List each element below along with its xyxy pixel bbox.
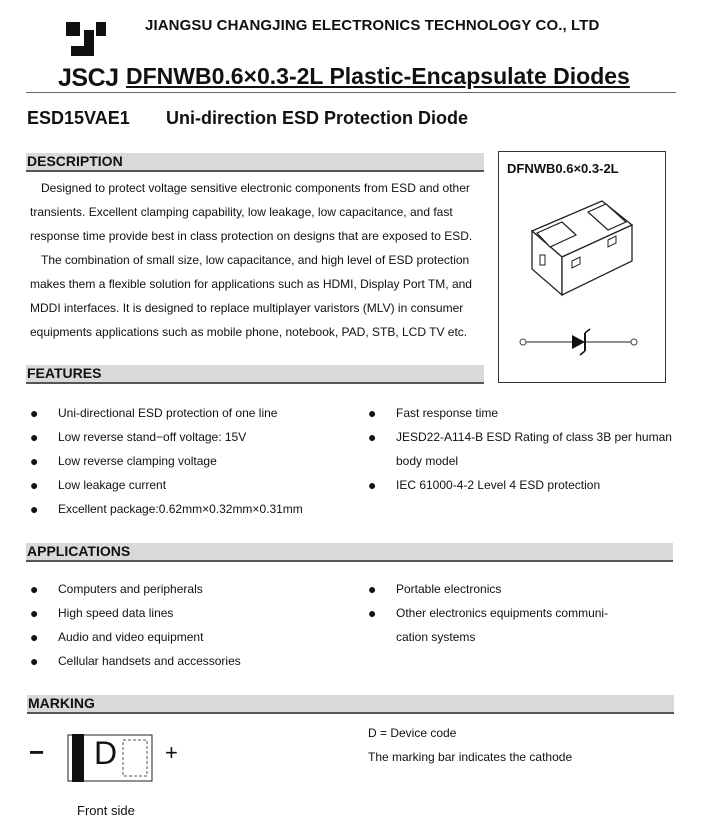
section-heading-marking: MARKING xyxy=(27,695,674,714)
zener-diode-symbol-icon xyxy=(515,328,645,356)
list-item-text: Low reverse stand−off voltage: 15V xyxy=(58,430,247,444)
list-item xyxy=(30,473,350,497)
package-label: DFNWB0.6×0.3-2L xyxy=(507,161,619,176)
bullet-icon: ● xyxy=(368,581,377,597)
list-item-text: Uni-directional ESD protection of one line xyxy=(58,406,278,420)
bullet-icon: ● xyxy=(30,453,39,469)
list-item xyxy=(30,497,350,521)
list-item-text: Low reverse clamping voltage xyxy=(58,454,217,468)
device-code-note: D = Device code xyxy=(368,726,457,740)
bullet-icon: ● xyxy=(368,477,377,493)
cathode-note: The marking bar indicates the cathode xyxy=(368,750,573,764)
list-item-text: Low leakage current xyxy=(58,478,167,492)
bullet-icon: ● xyxy=(30,653,39,669)
features-left-list xyxy=(30,401,350,521)
part-description: Uni-direction ESD Protection Diode xyxy=(166,108,469,128)
plus-sign: + xyxy=(165,740,178,765)
list-item-text: JESD22-A114-B ESD Rating of class 3B per human xyxy=(396,430,672,444)
applications-right-list xyxy=(368,577,698,649)
list-item xyxy=(30,625,350,649)
list-item-text: Audio and video equipment xyxy=(58,630,204,644)
front-side-label: Front side xyxy=(77,803,135,818)
package-title: DFNWB0.6×0.3-2L Plastic-Encapsulate Diodes xyxy=(126,63,630,89)
marking-code-letter: D xyxy=(94,735,118,771)
section-heading-applications: APPLICATIONS xyxy=(26,543,673,562)
part-number: ESD15VAE1 xyxy=(27,108,130,128)
list-item-text: High speed data lines xyxy=(58,606,174,620)
applications-left-list xyxy=(30,577,350,673)
bullet-icon: ● xyxy=(368,429,377,445)
description-line: response time provide best in class protection on designs that are exposed to ESD. xyxy=(30,229,473,243)
bullet-icon: ● xyxy=(30,477,39,493)
list-item-text: Computers and peripherals xyxy=(58,582,203,596)
bullet-icon: ● xyxy=(30,605,39,621)
list-item xyxy=(30,425,350,449)
list-item xyxy=(368,473,698,497)
bullet-icon: ● xyxy=(30,429,39,445)
header-divider xyxy=(26,92,676,93)
company-logo-icon xyxy=(66,22,106,66)
bullet-icon: ● xyxy=(30,581,39,597)
list-item-text: Fast response time xyxy=(396,406,499,420)
list-item xyxy=(30,601,350,625)
description-line: MDDI interfaces. It is designed to replace multiplayer varistors (MLV) in consumer xyxy=(30,301,464,315)
list-item-text: IEC 61000-4-2 Level 4 ESD protection xyxy=(396,478,601,492)
section-heading-features: FEATURES xyxy=(26,365,484,384)
description-line: Designed to protect voltage sensitive electronic components from ESD and other xyxy=(41,181,470,195)
list-item xyxy=(368,601,698,625)
bullet-icon: ● xyxy=(30,501,39,517)
description-line: The combination of small size, low capacitance, and high level of ESD protection xyxy=(41,253,470,267)
list-item-text: cation systems xyxy=(396,630,476,644)
description-text xyxy=(30,176,480,344)
minus-sign: − xyxy=(29,737,45,767)
list-item xyxy=(30,401,350,425)
bullet-icon: ● xyxy=(30,629,39,645)
company-name: JIANGSU CHANGJING ELECTRONICS TECHNOLOGY CO., LTD xyxy=(145,17,600,34)
description-line: transients. Excellent clamping capability, low leakage, low capacitance, and fast xyxy=(30,205,453,219)
list-item-continuation xyxy=(368,625,698,649)
description-line: makes them a flexible solution for applications such as HDMI, Display Port TM, and xyxy=(30,277,472,291)
bullet-icon: ● xyxy=(368,605,377,621)
list-item-text: body model xyxy=(396,454,459,468)
features-right-list xyxy=(368,401,698,497)
bullet-icon: ● xyxy=(368,405,377,421)
list-item-text: Cellular handsets and accessories xyxy=(58,654,241,668)
description-line: equipments applications such as mobile phone, notebook, PAD, STB, LCD TV etc. xyxy=(30,325,468,339)
bullet-icon: ● xyxy=(30,405,39,421)
list-item-text: Excellent package:0.62mm×0.32mm×0.31mm xyxy=(58,502,303,516)
list-item xyxy=(368,577,698,601)
list-item-text: Other electronics equipments communi- xyxy=(396,606,609,620)
section-heading-description: DESCRIPTION xyxy=(26,153,484,172)
list-item-text: Portable electronics xyxy=(396,582,502,596)
package-outline-icon xyxy=(520,195,645,305)
list-item xyxy=(30,449,350,473)
list-item xyxy=(30,577,350,601)
list-item-continuation xyxy=(368,449,698,473)
list-item xyxy=(30,649,350,673)
brand-logo-text: JSCJ xyxy=(58,64,119,92)
list-item xyxy=(368,425,698,449)
list-item xyxy=(368,401,698,425)
